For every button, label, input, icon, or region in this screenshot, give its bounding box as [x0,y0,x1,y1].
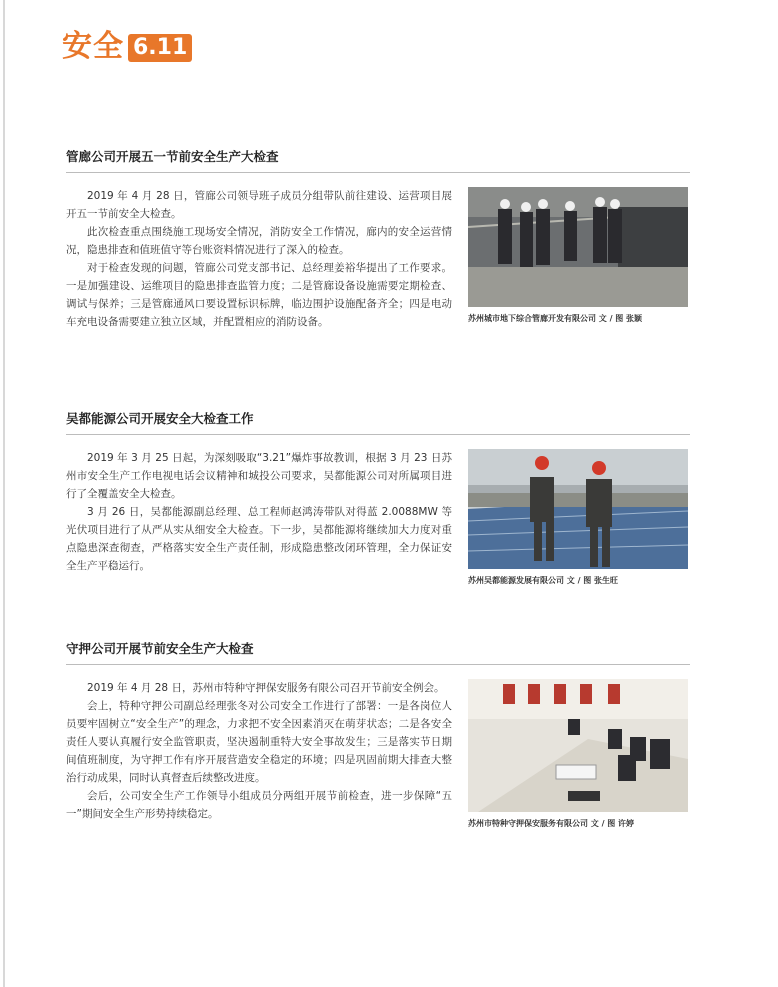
article-title: 吴都能源公司开展安全大检查工作 [66,411,254,426]
safety-meeting-photo [468,679,688,812]
article-body [66,449,452,587]
page-edge-rule [3,0,5,987]
article-guanlang [66,148,690,331]
title-divider [66,434,690,435]
paragraph: 会上，特种守押公司副总经理张冬对公司安全工作进行了部署：一是各岗位人员要牢固树立“安全生产”的理念，力求把不安全因素消灭在萌芽状态；二是各安全责任人要认真履行安全监管职责，坚决遏制重特大安全事故发生；三是落实节日期间值班制度，为守押工作有序开展营造安全稳定的环境；四是巩固前期大排查大整治行动成果，同时认真督查后续整改进度。 [66,700,452,784]
solar-inspection-photo [468,449,688,569]
paragraph: 对于检查发现的问题，管廊公司党支部书记、总经理姜裕华提出了工作要求。一是加强建设、运维项目的隐患排查监管力度；二是管廊设备设施需要定期检查、调试与保养；三是管廊通风口要设置标识标牌，临边围护设施配备齐全；四是电动车充电设备需要建立独立区域，并配置相应的消防设备。 [66,262,452,328]
article-body [66,187,452,331]
paragraph: 2019 年 3 月 25 日起，为深刻吸取“3.21”爆炸事故教训，根据 3 月 23 日苏州市安全生产工作电视电话会议精神和城投公司要求，吴都能源公司对所属项目进行了全覆盖安全大检查。 [66,452,452,500]
paragraph: 3 月 26 日，吴都能源副总经理、总工程师赵鸿涛带队对得蓝 2.0088MW 等光伏项目进行了从严从实从细安全大检查。下一步，吴都能源将继续加大力度对重点隐患深查彻查，严格落实安全生产责任制，形成隐患整改闭环管理，全力保证安全生产平稳运行。 [66,506,452,572]
article-shouya [66,640,690,830]
article-title: 管廊公司开展五一节前安全生产大检查 [66,149,279,164]
photo-caption: 苏州市特种守押保安服务有限公司 文 / 图 许婷 [468,819,635,828]
inspection-tunnel-photo [468,187,688,307]
title-divider [66,172,690,173]
paragraph: 会后，公司安全生产工作领导小组成员分两组开展节前检查，进一步保障“五一”期间安全生产形势持续稳定。 [66,790,452,820]
photo-caption: 苏州城市地下综合管廊开发有限公司 文 / 图 张颖 [468,314,643,323]
paragraph: 2019 年 4 月 28 日，苏州市特种守押保安服务有限公司召开节前安全例会。 [87,682,445,694]
logo-badge: 6.11 [128,34,192,62]
article-body [66,679,452,830]
photo-caption: 苏州吴都能源发展有限公司 文 / 图 张生旺 [468,576,619,585]
title-divider [66,664,690,665]
paragraph: 此次检查重点围绕施工现场安全情况，消防安全工作情况，廊内的安全运营情况，隐患排查和值班值守等台账资料情况进行了深入的检查。 [66,226,452,256]
paragraph: 2019 年 4 月 28 日，管廊公司领导班子成员分组带队前往建设、运营项目展开五一节前安全大检查。 [66,190,452,220]
section-logo [62,30,192,64]
article-wudu-energy [66,410,690,587]
logo-text: 安全 [62,29,124,64]
article-title: 守押公司开展节前安全生产大检查 [66,641,254,656]
